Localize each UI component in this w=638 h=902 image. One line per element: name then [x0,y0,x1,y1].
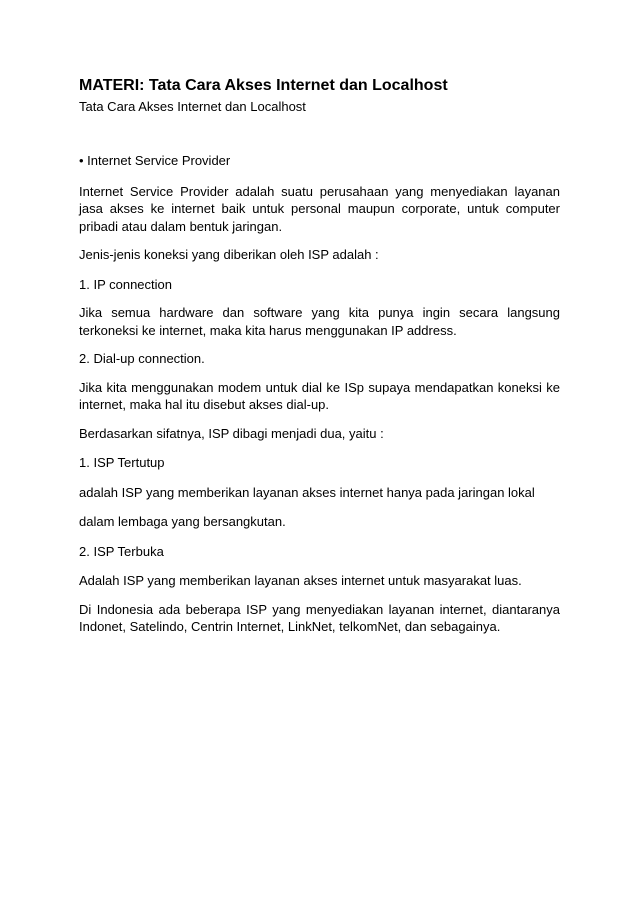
closed-isp-heading: 1. ISP Tertutup [79,455,165,470]
indonesia-isps-paragraph: Di Indonesia ada beberapa ISP yang menyediakan layanan internet, diantaranya Indonet, Satelindo, Centrin Internet, LinkNet, telkomNet, dan sebagainya. [79,601,560,634]
ip-connection-paragraph: Jika semua hardware dan software yang kita punya ingin secara langsung terkoneksi ke internet, maka kita harus menggunakan IP address. [79,305,560,338]
closed-isp-line-2: dalam lembaga yang bersangkutan. [79,514,286,529]
closed-isp-line-1: adalah ISP yang memberikan layanan akses internet hanya pada jaringan lokal [79,484,535,500]
ip-connection-heading: 1. IP connection [79,276,172,292]
open-isp-heading: 2. ISP Terbuka [79,543,164,559]
section-heading-isp: • Internet Service Provider [79,153,231,168]
document-subtitle: Tata Cara Akses Internet dan Localhost [79,99,306,114]
dialup-paragraph: Jika kita menggunakan modem untuk dial ke ISp supaya mendapatkan koneksi ke internet, maka hal itu disebut akses dial-up. [79,379,560,412]
document-title: MATERI: Tata Cara Akses Internet dan Localhost [79,77,448,94]
isp-definition-paragraph: Internet Service Provider adalah suatu perusahaan yang menyediakan layanan jasa akses ke internet baik untuk personal maupun corporate, untuk computer pribadi atau dalam bentuk jaringan. [79,183,560,234]
dialup-heading: 2. Dial-up connection. [79,351,205,366]
document-page [79,76,560,636]
isp-nature-intro: Berdasarkan sifatnya, ISP dibagi menjadi dua, yaitu : [79,425,384,441]
open-isp-paragraph: Adalah ISP yang memberikan layanan akses internet untuk masyarakat luas. [79,573,522,588]
connection-types-intro: Jenis-jenis koneksi yang diberikan oleh ISP adalah : [79,247,379,262]
